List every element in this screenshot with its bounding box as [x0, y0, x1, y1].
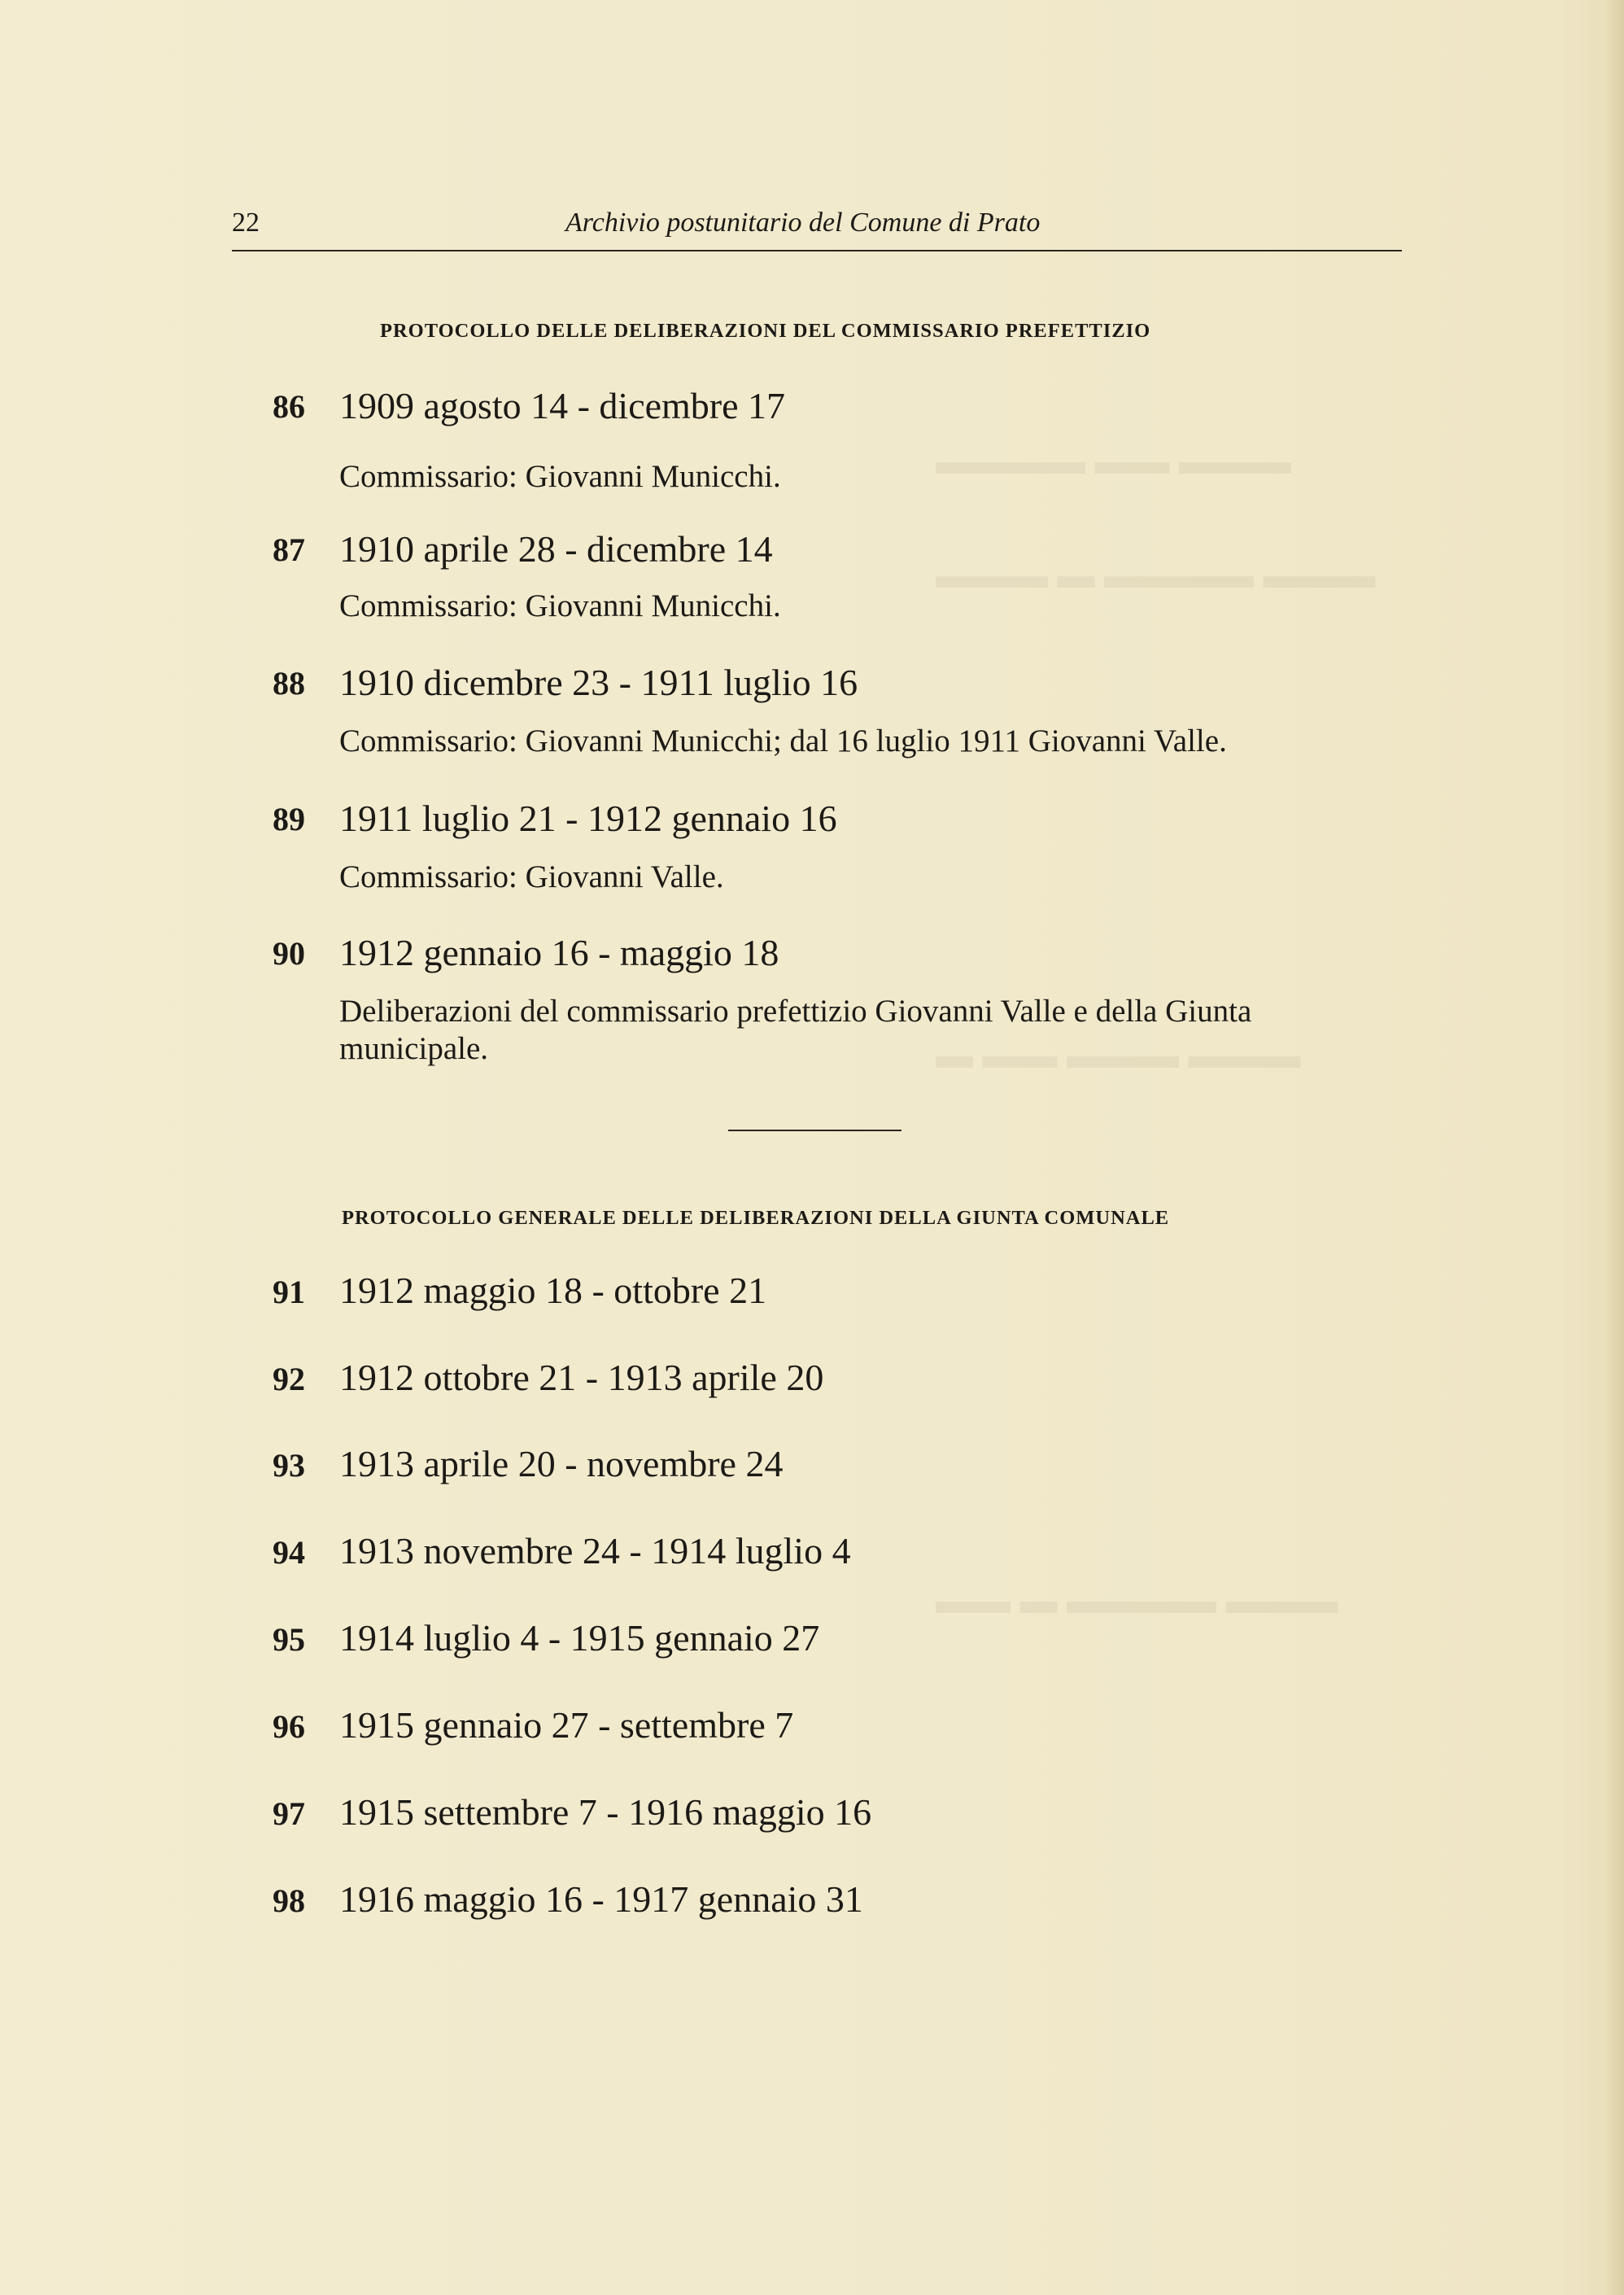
entry-number: 86	[273, 388, 305, 425]
entry-dates: 1912 ottobre 21 - 1913 aprile 20	[339, 1357, 824, 1398]
section-heading-commissario: PROTOCOLLO DELLE DELIBERAZIONI DEL COMMISSARIO PREFETTIZIO	[380, 320, 1151, 342]
entry-number: 93	[273, 1447, 305, 1484]
entry-number: 91	[273, 1274, 305, 1310]
page-number: 22	[232, 208, 260, 238]
entry-number: 95	[273, 1621, 305, 1658]
page-header	[232, 208, 1402, 250]
section-divider	[728, 1130, 901, 1131]
running-title: Archivio postunitario del Comune di Prato	[565, 208, 1041, 238]
entry-dates: 1912 maggio 18 - ottobre 21	[339, 1270, 767, 1311]
entry-dates: 1912 gennaio 16 - maggio 18	[339, 932, 779, 973]
entry-dates: 1915 settembre 7 - 1916 maggio 16	[339, 1791, 872, 1833]
entry-number: 97	[273, 1795, 305, 1832]
entry-dates: 1909 agosto 14 - dicembre 17	[339, 385, 786, 426]
entry-note: Commissario: Giovanni Municchi.	[339, 588, 781, 623]
entry-number: 87	[273, 531, 305, 568]
entry-dates: 1913 novembre 24 - 1914 luglio 4	[339, 1530, 851, 1572]
entry-number: 98	[273, 1882, 305, 1919]
page-edge	[1603, 0, 1624, 2295]
entry-number: 89	[273, 801, 305, 837]
entry-dates: 1911 luglio 21 - 1912 gennaio 16	[339, 798, 837, 839]
entry-number: 96	[273, 1708, 305, 1745]
section-heading-giunta: PROTOCOLLO GENERALE DELLE DELIBERAZIONI DELLA GIUNTA COMUNALE	[342, 1207, 1170, 1229]
entry-dates: 1910 aprile 28 - dicembre 14	[339, 528, 773, 570]
entry-number: 94	[273, 1534, 305, 1571]
entry-dates: 1914 luglio 4 - 1915 gennaio 27	[339, 1617, 820, 1659]
entry-note: Commissario: Giovanni Municchi.	[339, 459, 781, 494]
entry-dates: 1910 dicembre 23 - 1911 luglio 16	[339, 662, 858, 703]
entry-dates: 1913 aprile 20 - novembre 24	[339, 1443, 784, 1484]
entry-note: Deliberazioni del commissario prefettizio Giovanni Valle e della Giunta municipale.	[339, 994, 1252, 1066]
entry-number: 90	[273, 935, 305, 972]
entry-note: Commissario: Giovanni Valle.	[339, 859, 724, 894]
entry-note: Commissario: Giovanni Municchi; dal 16 luglio 1911 Giovanni Valle.	[339, 723, 1227, 758]
header-rule	[232, 250, 1402, 251]
entry-number: 88	[273, 665, 305, 702]
entry-dates: 1916 maggio 16 - 1917 gennaio 31	[339, 1878, 863, 1920]
entry-dates: 1915 gennaio 27 - settembre 7	[339, 1704, 794, 1746]
entry-number: 92	[273, 1361, 305, 1397]
